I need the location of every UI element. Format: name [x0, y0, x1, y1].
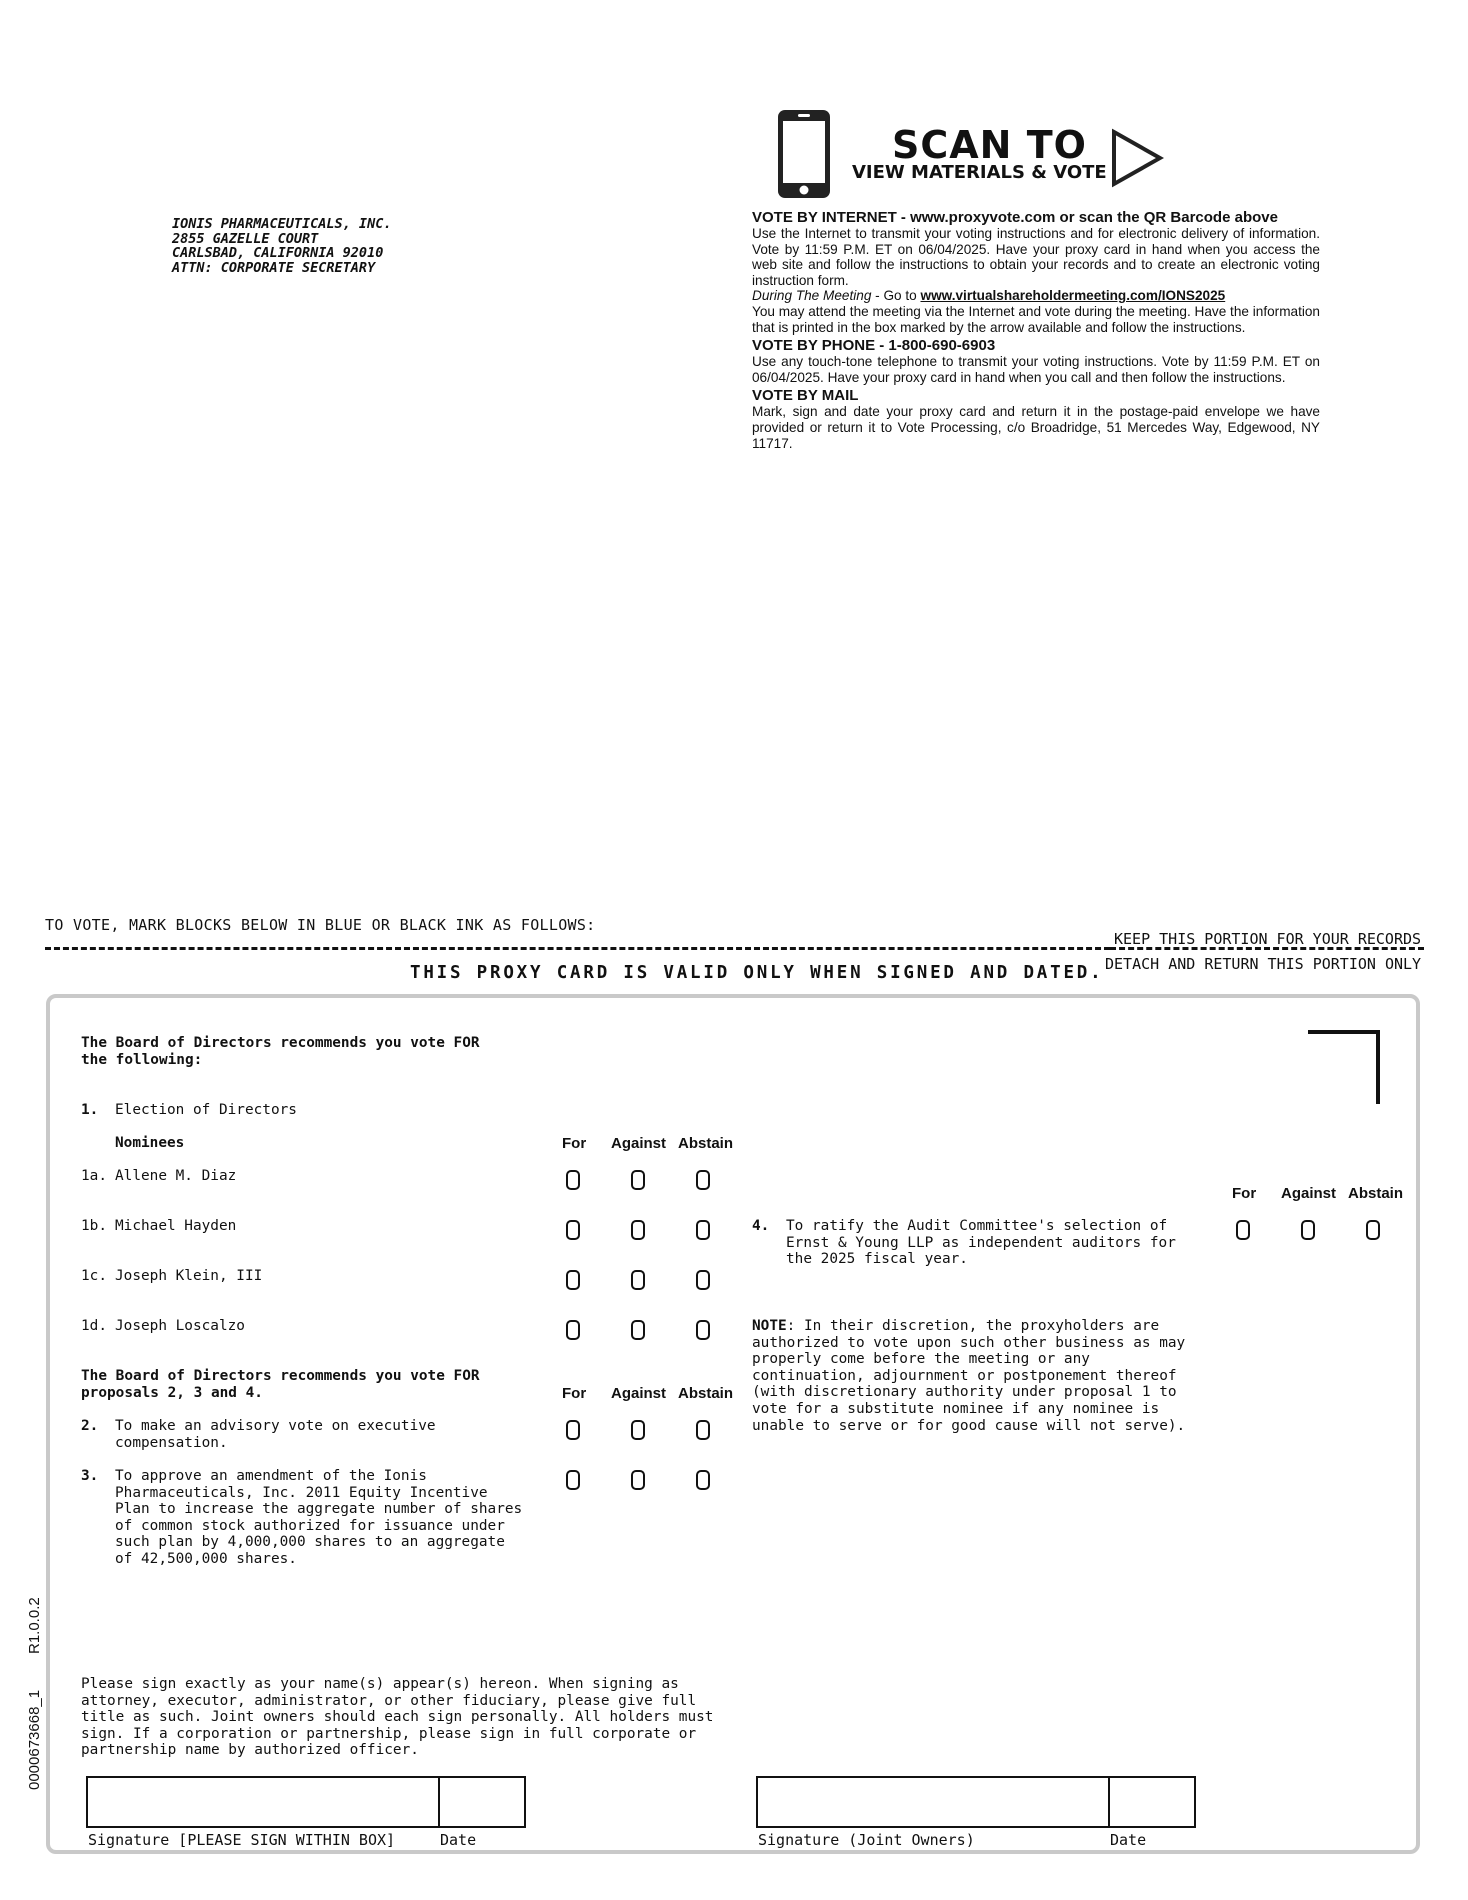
address-street: 2855 GAZELLE COURT: [172, 230, 319, 247]
note-label: NOTE: [752, 1318, 787, 1334]
note-line: properly come before the meeting or any: [752, 1351, 1090, 1368]
proposal-2-number: 2.: [81, 1418, 99, 1434]
recommendation-1-line1: The Board of Directors recommends you vote FOR: [81, 1035, 480, 1051]
signature-label: Signature [PLEASE SIGN WITHIN BOX]: [88, 1831, 396, 1849]
proposal-4-for-checkbox[interactable]: [1236, 1220, 1250, 1240]
nominee-1d-name: Joseph Loscalzo: [115, 1318, 245, 1334]
col-against-header: Against: [611, 1135, 667, 1152]
return-address: [172, 217, 391, 275]
proposal-4-against-checkbox[interactable]: [1301, 1220, 1315, 1240]
meeting-body: You may attend the meeting via the Internet and vote during the meeting. Have the information that is printed in the box marked by the arrow available and follow the instructions.: [752, 303, 1320, 335]
proposal-3-line: To approve an amendment of the Ionis: [115, 1468, 427, 1484]
nominee-1d-number: 1d.: [81, 1318, 107, 1334]
nominees-label: Nominees: [115, 1135, 185, 1151]
date-box[interactable]: [438, 1776, 526, 1828]
mail-body: Mark, sign and date your proxy card and return it in the postage-paid envelope we have provided or return it to Vote Processing, c/o Broadridge, 51 Mercedes Way, Edgewood, NY 11717.: [752, 404, 1320, 451]
sign-line: partnership name by authorized officer.: [81, 1742, 419, 1759]
voting-instructions: [752, 207, 1320, 451]
proposal-1-number: 1.: [81, 1102, 99, 1118]
col-for-header: For: [562, 1135, 587, 1152]
proposal-4-line: the 2025 fiscal year.: [786, 1251, 968, 1268]
nominee-1b-abstain-checkbox[interactable]: [696, 1220, 710, 1240]
side-code-version: R1.0.0.2: [26, 1597, 43, 1654]
phone-heading: VOTE BY PHONE - 1-800-690-6903: [752, 337, 996, 355]
proposal-2-text: [115, 1418, 436, 1451]
nominee-1a-abstain-checkbox[interactable]: [696, 1170, 710, 1190]
nominee-1c-number: 1c.: [81, 1268, 107, 1284]
col-abstain-header-2: Abstain: [678, 1385, 734, 1402]
mail-heading: VOTE BY MAIL: [752, 387, 859, 405]
meeting-goto: - Go to: [871, 288, 921, 304]
keep-portion-label: KEEP THIS PORTION FOR YOUR RECORDS: [1114, 930, 1422, 948]
proposal-3-number: 3.: [81, 1468, 99, 1484]
note-line: unable to serve or for good cause will not serve).: [752, 1417, 1186, 1434]
nominee-1b-name: Michael Hayden: [115, 1218, 237, 1234]
proposal-1-text: Election of Directors: [115, 1102, 297, 1118]
joint-date-box[interactable]: [1108, 1776, 1196, 1828]
internet-heading: VOTE BY INTERNET - www.proxyvote.com or scan the QR Barcode above: [752, 209, 1278, 226]
recommendation-1-line2: the following:: [81, 1052, 203, 1068]
note-line: continuation, adjournment or postponement thereof: [752, 1367, 1177, 1384]
recommendation-2-line2: proposals 2, 3 and 4.: [81, 1385, 263, 1401]
scan-title: SCAN TO: [892, 123, 1087, 167]
joint-signature-box[interactable]: [756, 1776, 1110, 1828]
proposal-2-line: compensation.: [115, 1434, 228, 1451]
proposal-3-line: such plan by 4,000,000 shares to an aggregate: [115, 1534, 505, 1551]
nominee-1a-against-checkbox[interactable]: [631, 1170, 645, 1190]
proposal-3-for-checkbox[interactable]: [566, 1470, 580, 1490]
phone-icon: [776, 108, 832, 200]
nominee-1d-for-checkbox[interactable]: [566, 1320, 580, 1340]
note-text: [752, 1318, 1185, 1434]
joint-date-label: Date: [1110, 1831, 1147, 1849]
col-abstain-header: Abstain: [678, 1135, 734, 1152]
recommendation-2-line1: The Board of Directors recommends you vote FOR: [81, 1368, 480, 1384]
note-line-1: : In their discretion, the proxyholders are: [786, 1318, 1160, 1334]
note-line: (with discretionary authority under proposal 1 to: [752, 1384, 1177, 1401]
col-against-header-4: Against: [1281, 1185, 1337, 1202]
address-city: CARLSBAD, CALIFORNIA 92010: [172, 245, 384, 261]
nominee-1c-against-checkbox[interactable]: [631, 1270, 645, 1290]
play-arrow-icon: [1110, 128, 1164, 188]
meeting-url-link[interactable]: www.virtualshareholdermeeting.com/IONS2025: [920, 288, 1226, 304]
nominee-1c-for-checkbox[interactable]: [566, 1270, 580, 1290]
meeting-line: [752, 288, 1320, 304]
sign-line: Please sign exactly as your name(s) appear(s) hereon. When signing as: [81, 1676, 679, 1692]
proposal-3-against-checkbox[interactable]: [631, 1470, 645, 1490]
proposal-3-line: Plan to increase the aggregate number of shares: [115, 1501, 523, 1518]
nominee-1a-for-checkbox[interactable]: [566, 1170, 580, 1190]
phone-body: Use any touch-tone telephone to transmit your voting instructions. Vote by 11:59 P.M. ET on 06/04/2025. Have your proxy card in hand when you call and then follow the instructions.: [752, 354, 1320, 385]
col-abstain-header-4: Abstain: [1348, 1185, 1404, 1202]
note-line: authorized to vote upon such other business as may: [752, 1334, 1186, 1351]
proposal-2-line: To make an advisory vote on executive: [115, 1418, 436, 1434]
proposal-3-line: of 42,500,000 shares.: [115, 1550, 297, 1567]
proposal-4-text: [786, 1218, 1176, 1268]
sign-line: attorney, executor, administrator, or other fiduciary, please give full: [81, 1692, 697, 1709]
internet-body: Use the Internet to transmit your voting instructions and for electronic delivery of information. Vote by 11:59 P.M. ET on 06/04/2025. Have your proxy card in hand when you access the web site and follow the instructions to obtain your records and to create an electronic voting instruction form.: [752, 226, 1320, 288]
ink-instructions: TO VOTE, MARK BLOCKS BELOW IN BLUE OR BLACK INK AS FOLLOWS:: [45, 916, 596, 934]
sign-instructions: [81, 1676, 713, 1759]
proposal-4-number: 4.: [752, 1218, 770, 1234]
proposal-3-text: [115, 1468, 522, 1568]
detach-line: [45, 947, 1110, 950]
col-for-header-4: For: [1232, 1185, 1257, 1202]
corner-mark-icon: [1308, 1030, 1382, 1106]
proposal-4-abstain-checkbox[interactable]: [1366, 1220, 1380, 1240]
nominee-1d-abstain-checkbox[interactable]: [696, 1320, 710, 1340]
proposal-3-line: Pharmaceuticals, Inc. 2011 Equity Incentive: [115, 1484, 488, 1501]
date-label: Date: [440, 1831, 477, 1849]
nominee-1c-abstain-checkbox[interactable]: [696, 1270, 710, 1290]
scan-subtitle: VIEW MATERIALS & VOTE: [852, 162, 1107, 183]
col-against-header-2: Against: [611, 1385, 667, 1402]
validity-notice: THIS PROXY CARD IS VALID ONLY WHEN SIGNED AND DATED.: [410, 963, 1104, 983]
detach-portion-label: DETACH AND RETURN THIS PORTION ONLY: [1105, 955, 1422, 973]
col-for-header-2: For: [562, 1385, 587, 1402]
proposal-2-against-checkbox[interactable]: [631, 1420, 645, 1440]
proposal-3-line: of common stock authorized for issuance under: [115, 1517, 505, 1534]
side-code-id: 0000673668_1: [26, 1689, 43, 1790]
nominee-1d-against-checkbox[interactable]: [631, 1320, 645, 1340]
note-line: vote for a substitute nominee if any nominee is: [752, 1400, 1160, 1417]
proposal-2-abstain-checkbox[interactable]: [696, 1420, 710, 1440]
note-line: [752, 1318, 1185, 1335]
proposal-2-for-checkbox[interactable]: [566, 1420, 580, 1440]
proposal-3-abstain-checkbox[interactable]: [696, 1470, 710, 1490]
address-company: IONIS PHARMACEUTICALS, INC.: [172, 216, 392, 232]
signature-box[interactable]: [86, 1776, 440, 1828]
nominee-1a-number: 1a.: [81, 1168, 107, 1184]
proposal-4-line: Ernst & Young LLP as independent auditors for: [786, 1234, 1176, 1251]
nominee-1b-against-checkbox[interactable]: [631, 1220, 645, 1240]
sign-line: sign. If a corporation or partnership, please sign in full corporate or: [81, 1725, 697, 1742]
meeting-label: During The Meeting: [752, 288, 872, 304]
nominee-1a-name: Allene M. Diaz: [115, 1168, 237, 1184]
address-attn: ATTN: CORPORATE SECRETARY: [172, 259, 376, 276]
sign-line: title as such. Joint owners should each sign personally. All holders must: [81, 1709, 714, 1726]
nominee-1b-number: 1b.: [81, 1218, 107, 1234]
proposal-4-line: To ratify the Audit Committee's selection of: [786, 1218, 1168, 1234]
nominee-1b-for-checkbox[interactable]: [566, 1220, 580, 1240]
joint-signature-label: Signature (Joint Owners): [758, 1831, 975, 1849]
nominee-1c-name: Joseph Klein, III: [115, 1268, 263, 1284]
